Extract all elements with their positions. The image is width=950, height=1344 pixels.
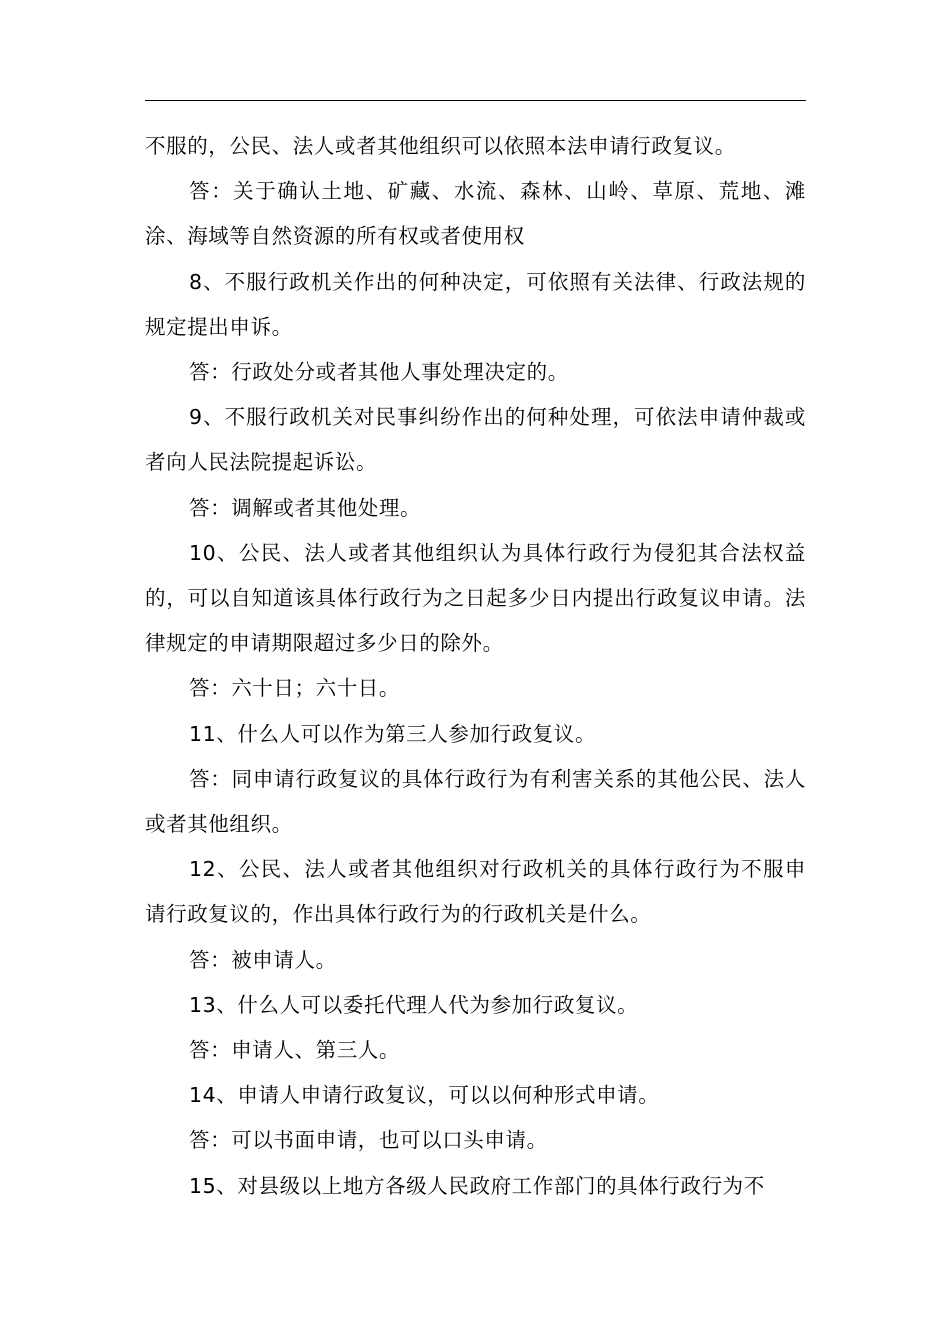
answer-9: 答：调解或者其他处理。 (189, 495, 422, 520)
answer-8: 答：行政处分或者其他人事处理决定的。 (189, 360, 569, 385)
question-11: 11、什么人可以作为第三人参加行政复议。 (189, 721, 597, 746)
answer-7: 答：关于确认土地、矿藏、水流、森林、山岭、草原、荒地、滩涂、海域等自然资源的所有权或者使用权 (145, 179, 806, 249)
question-12: 12、公民、法人或者其他组织对行政机关的具体行政行为不服申请行政复议的，作出具体行政行为的行政机关是什么。 (145, 857, 806, 927)
answer-13: 答：申请人、第三人。 (189, 1038, 400, 1063)
answer-11: 答：同申请行政复议的具体行政行为有利害关系的其他公民、法人或者其他组织。 (145, 766, 806, 837)
question-14: 14、申请人申请行政复议，可以以何种形式申请。 (189, 1083, 660, 1108)
document-body (145, 124, 806, 1209)
question-13: 13、什么人可以委托代理人代为参加行政复议。 (189, 992, 639, 1017)
question-8: 8、不服行政机关作出的何种决定，可依照有关法律、行政法规的规定提出申诉。 (145, 269, 806, 339)
question-10: 10、公民、法人或者其他组织认为具体行政行为侵犯其合法权益的，可以自知道该具体行政行为之日起多少日内提出行政复议申请。法律规定的申请期限超过多少日的除外。 (145, 540, 806, 656)
paragraph-continuation: 不服的，公民、法人或者其他组织可以依照本法申请行政复议。 (145, 134, 736, 158)
answer-10: 答：六十日；六十日。 (189, 676, 400, 701)
question-15: 15、对县级以上地方各级人民政府工作部门的具体行政行为不 (189, 1173, 765, 1198)
answer-14: 答：可以书面申请，也可以口头申请。 (189, 1128, 548, 1153)
question-9: 9、不服行政机关对民事纠纷作出的何种处理，可依法申请仲裁或者向人民法院提起诉讼。 (145, 405, 806, 475)
header-rule (145, 100, 806, 101)
answer-12: 答：被申请人。 (189, 947, 337, 972)
